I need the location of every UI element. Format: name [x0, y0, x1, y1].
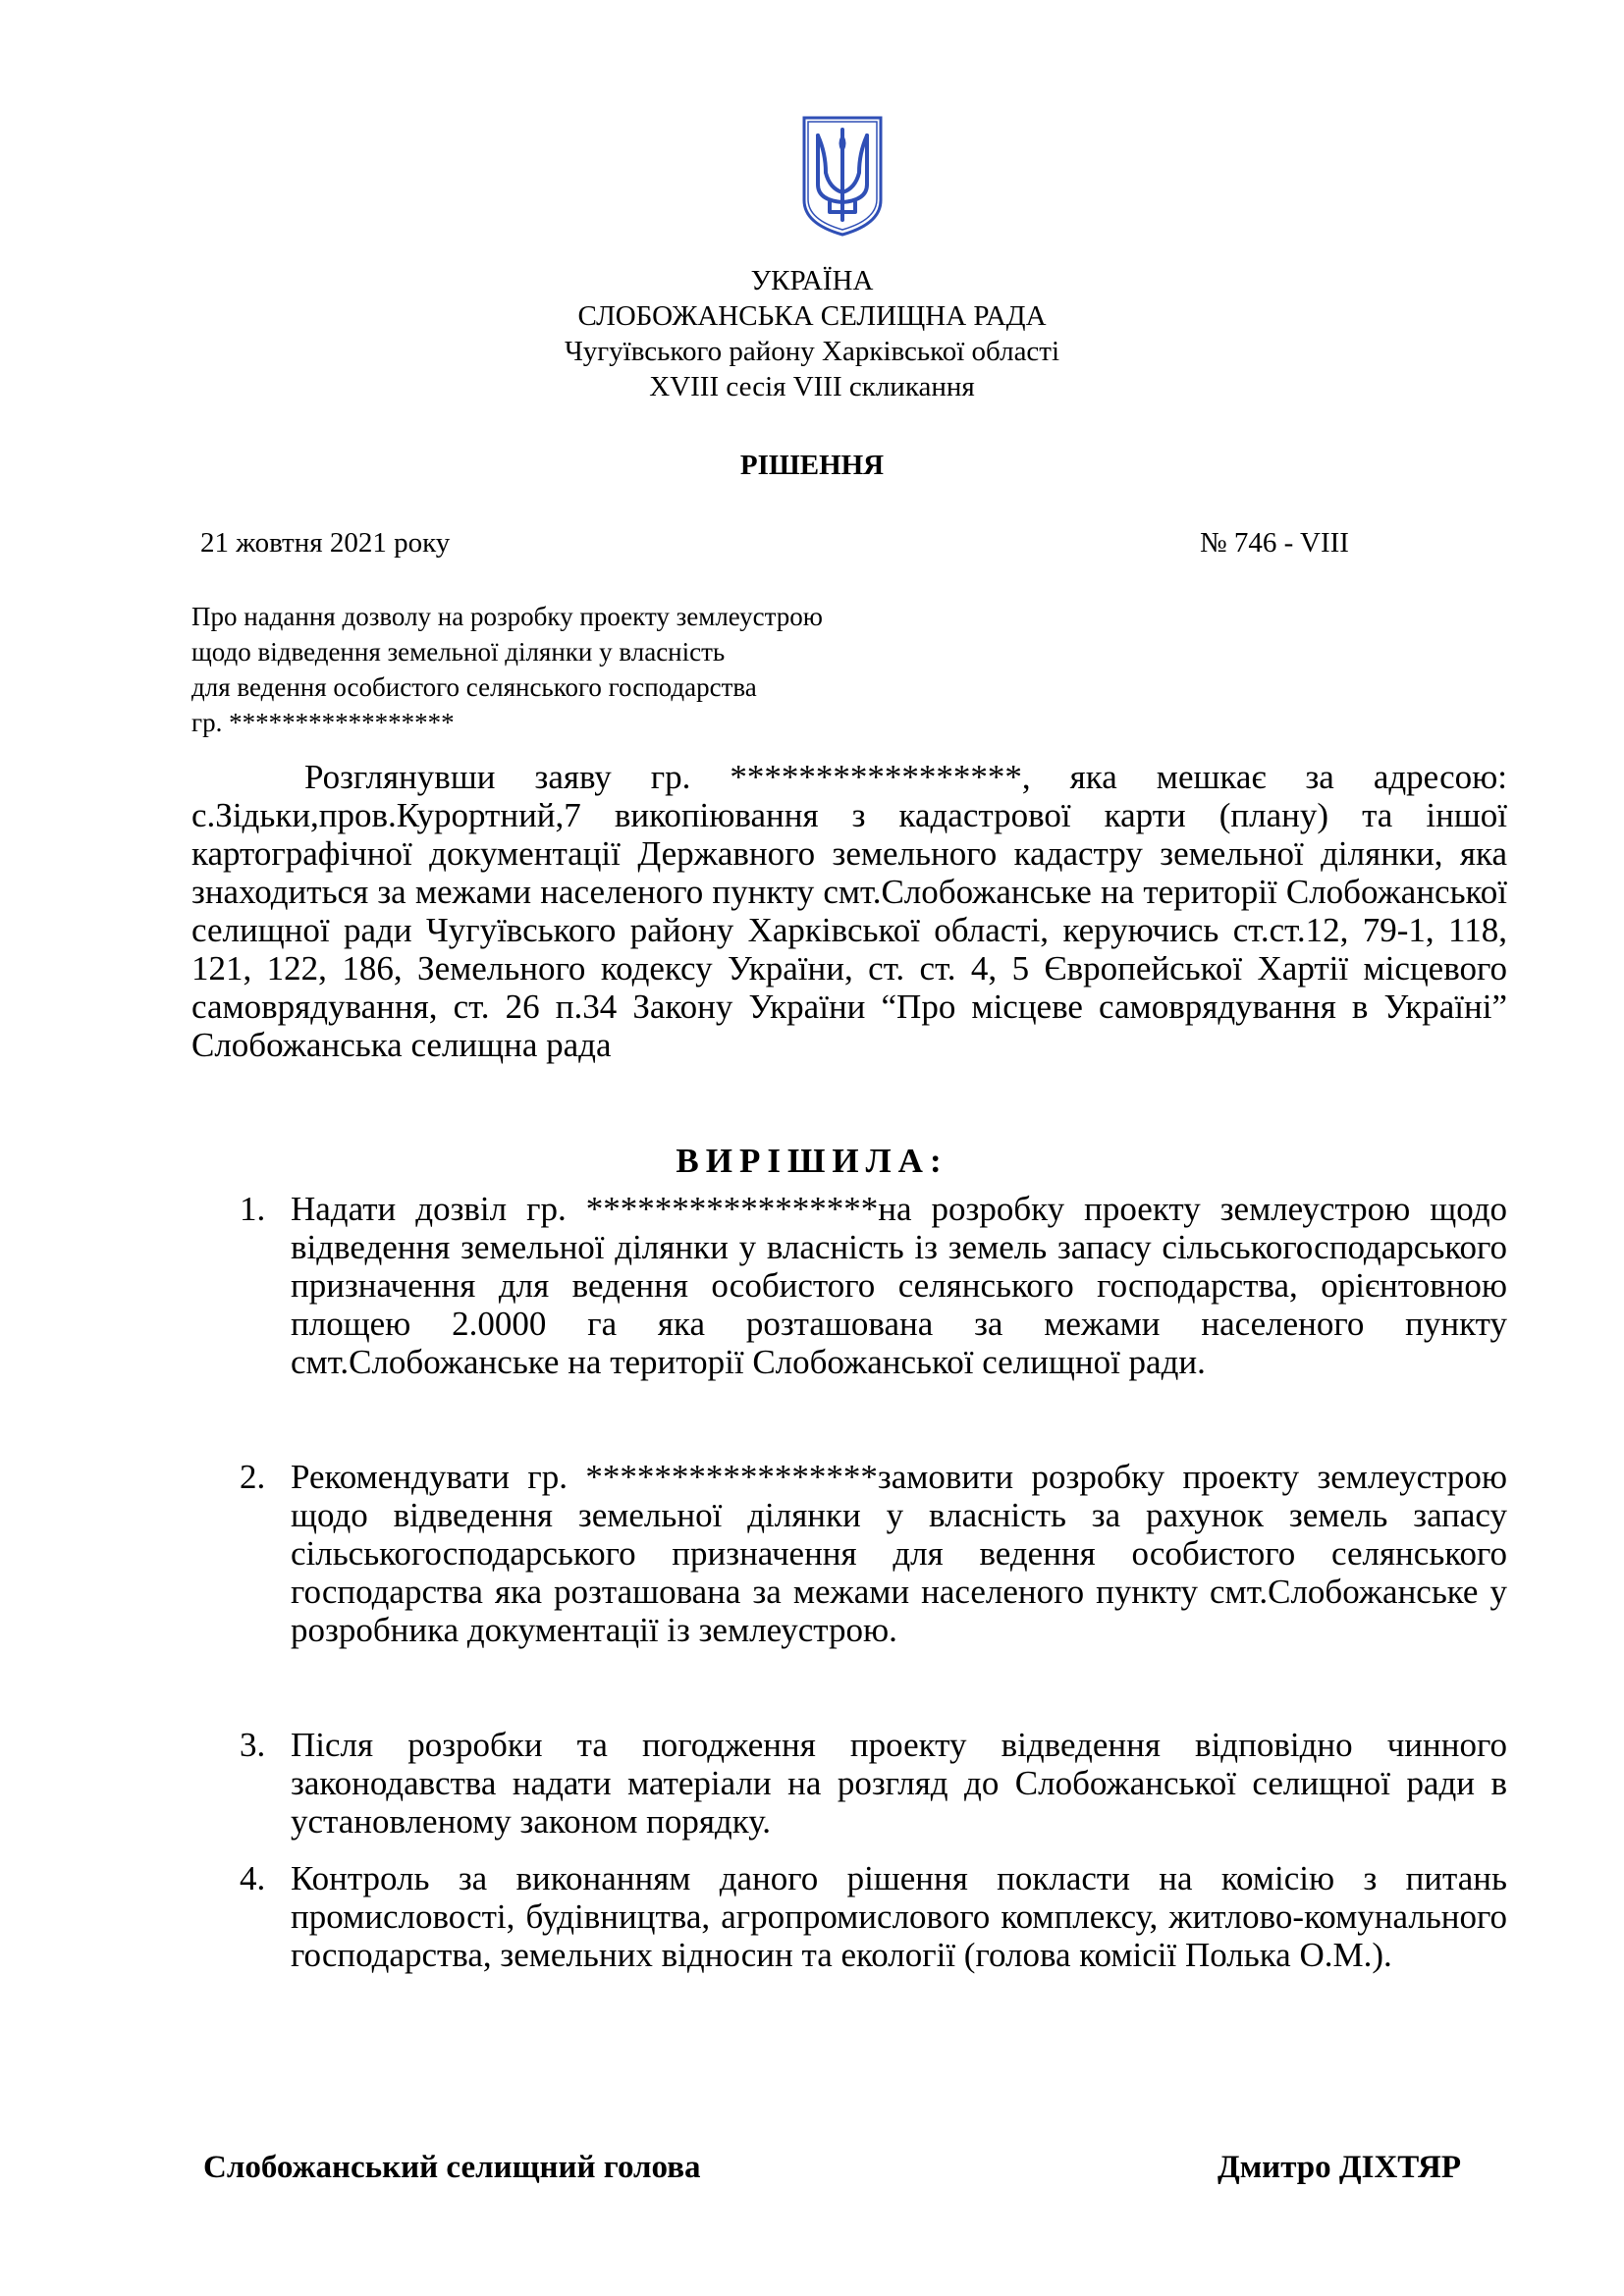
list-item: [226, 1726, 1507, 1859]
preamble-paragraph: Розглянувши заяву гр. *****************, яка мешкає за адресою: с.Зідьки,пров.Курортний,7 викопіювання з кадастрової карти (плану) та іншої картографічної документації Державного земельного кадастру земельної ділянки, яка знаходиться за межами населеного пункту смт.Слобожанське на території Слобожанської селищної ради Чугуївського району Харківської області, керуючись ст.ст.12, 79-1, 118, 121, 122, 186, Земельного кодексу України, ст. ст. 4, 5 Європейської Хартії місцевого самоврядування, ст. 26 п.34 Закону України “Про місцеве самоврядування в Україні” Слобожанська селищна рада: [191, 758, 1507, 1064]
list-item-text: Після розробки та погодження проекту відведення відповідно чинного законодавства надати матеріали на розгляд до Слобожанської селищної ради в установленому законом порядку.: [291, 1726, 1507, 1841]
subject-line-2: щодо відведення земельної ділянки у власність: [191, 637, 726, 667]
list-item-number: 1.: [240, 1190, 266, 1228]
decision-heading: ВИРІШИЛА:: [676, 1142, 948, 1180]
list-item-number: 3.: [240, 1726, 266, 1764]
header-district: Чугуївського району Харківської області: [564, 336, 1060, 367]
list-item-text: Контроль за виконанням даного рішення покласти на комісію з питань промисловості, будівництва, агропромислового комплексу, житлово-комунального господарства, земельних відносин та екології (голова комісії Полька О.М.).: [291, 1859, 1507, 1974]
list-item: [226, 1190, 1507, 1458]
list-item-number: 4.: [240, 1859, 266, 1897]
coat-of-arms-icon: [800, 114, 885, 238]
document-title: РІШЕННЯ: [739, 450, 885, 481]
document-date: 21 жовтня 2021 року: [200, 527, 451, 559]
subject-line-4: гр. *****************: [191, 708, 455, 737]
list-item-text: Надати дозвіл гр. *****************на розробку проекту землеустрою щодо відведення земельної ділянки у власність із земель запасу сільськогосподарського призначення для ведення особистого селянського господарства, орієнтовною площею 2.0000 га яка розташована за межами населеного пункту смт.Слобожанське на території Слобожанської селищної ради.: [291, 1190, 1507, 1381]
decision-list: [226, 1190, 1507, 1974]
header-session: XVIII сесія VIII скликання: [649, 371, 975, 402]
signature-name: Дмитро ДІХТЯР: [1218, 2150, 1462, 2185]
list-item: [226, 1859, 1507, 1974]
list-item: [226, 1458, 1507, 1726]
list-item-number: 2.: [240, 1458, 266, 1496]
subject-line-3: для ведення особистого селянського господарства: [191, 672, 757, 702]
signature-position: Слобожанський селищний голова: [203, 2150, 701, 2185]
header-council: СЛОБОЖАНСЬКА СЕЛИЩНА РАДА: [577, 300, 1047, 332]
list-item-text: Рекомендувати гр. *****************замовити розробку проекту землеустрою щодо відведення земельної ділянки у власність за рахунок земель запасу сільськогосподарського призначення для ведення особистого селянського господарства яка розташована за межами населеного пункту смт.Слобожанське у розробника документації із землеустрою.: [291, 1458, 1507, 1649]
subject-line-1: Про надання дозволу на розробку проекту землеустрою: [191, 602, 823, 631]
header-country: УКРАЇНА: [750, 265, 874, 296]
document-number: № 746 - VIII: [1200, 527, 1349, 559]
